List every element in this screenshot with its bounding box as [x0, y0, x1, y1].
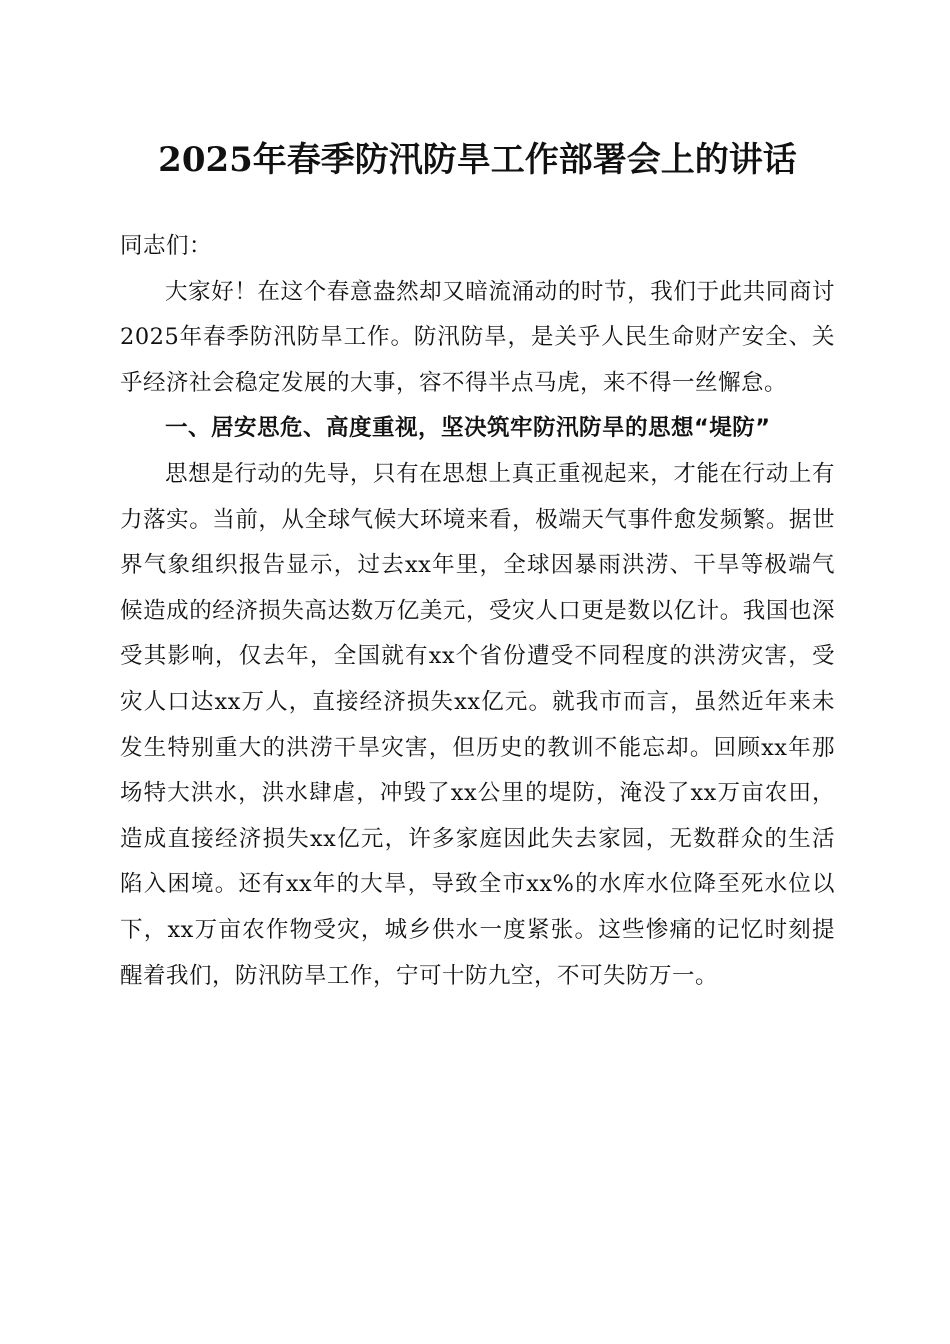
document-title: 2025年春季防汛防旱工作部署会上的讲话: [158, 140, 797, 180]
document-page: [120, 130, 835, 999]
section-1-paragraph: 思想是行动的先导，只有在思想上真正重视起来，才能在行动上有力落实。当前，从全球气候大环境来看，极端天气事件愈发频繁。据世界气象组织报告显示，过去xx年里，全球因暴雨洪涝、干旱等极端气候造成的经济损失高达数万亿美元，受灾人口更是数以亿计。我国也深受其影响，仅去年，全国就有xx个省份遭受不同程度的洪涝灾害，受灾人口达xx万人，直接经济损失xx亿元。就我市而言，虽然近年来未发生特别重大的洪涝干旱灾害，但历史的教训不能忘却。回顾xx年那场特大洪水，洪水肆虐，冲毁了xx公里的堤防，淹没了xx万亩农田，造成直接经济损失xx亿元，许多家庭因此失去家园，无数群众的生活陷入困境。还有xx年的大旱，导致全市xx%的水库水位降至死水位以下，xx万亩农作物受灾，城乡供水一度紧张。这些惨痛的记忆时刻提醒着我们，防汛防旱工作，宁可十防九空，不可失防万一。: [120, 460, 835, 989]
section-heading-1: 一、居安思危、高度重视，坚决筑牢防汛防旱的思想“堤防”: [165, 415, 771, 442]
intro-paragraph: 大家好！在这个春意盎然却又暗流涌动的时节，我们于此共同商讨2025年春季防汛防旱工作。防汛防旱，是关乎人民生命财产安全、关乎经济社会稳定发展的大事，容不得半点马虎，来不得一丝懈怠。: [120, 278, 835, 396]
salutation: 同志们：: [120, 233, 213, 259]
document-body: [120, 224, 835, 999]
